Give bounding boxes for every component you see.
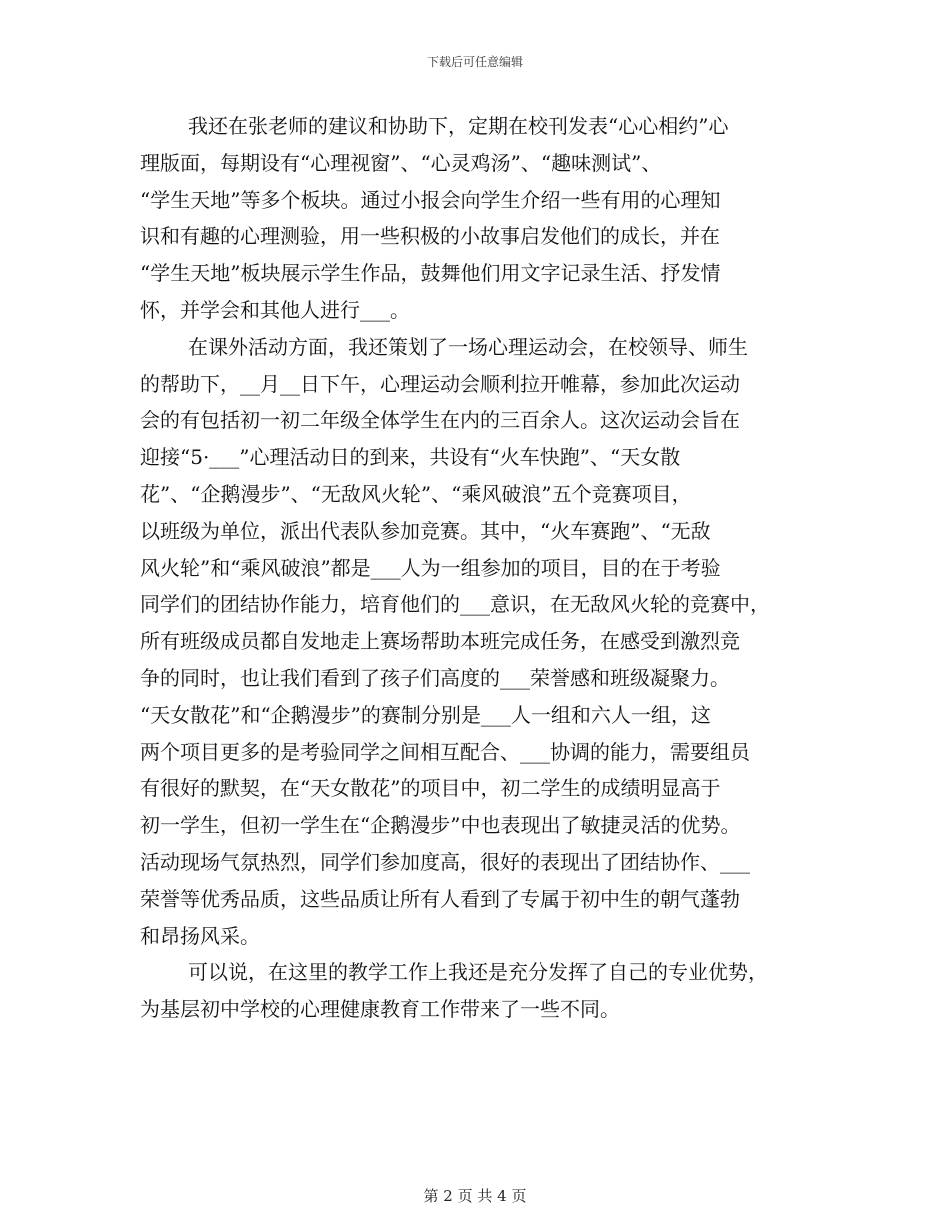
page-footer: 第 2 页 共 4 页	[423, 1187, 527, 1205]
text-line: 和昂扬风采。	[140, 923, 260, 948]
text-line: 同学们的团结协作能力，培育他们的___意识，在无敌风火轮的竞赛中，	[140, 592, 770, 617]
text-line: “学生天地”等多个板块。通过小报会向学生介绍一些有用的心理知	[140, 187, 721, 212]
paragraph-school-newspaper	[140, 108, 820, 329]
text-line: 怀，并学会和其他人进行___。	[140, 297, 410, 322]
text-line: “学生天地”板块展示学生作品，鼓舞他们用文字记录生活、抒发情	[140, 261, 721, 286]
text-line: 所有班级成员都自发地走上赛场帮助本班完成任务，在感受到激烈竞	[140, 629, 740, 654]
document-body	[140, 108, 820, 1028]
paragraph-sports-meeting	[140, 329, 820, 955]
text-line: 以班级为单位，派出代表队参加竞赛。其中，“火车赛跑”、“无敌	[140, 518, 711, 543]
text-line: 在课外活动方面，我还策划了一场心理运动会，在校领导、师生	[188, 334, 748, 359]
text-line: 活动现场气氛热烈，同学们参加度高，很好的表现出了团结协作、___	[140, 849, 750, 874]
page-header: 下载后可任意编辑	[426, 55, 523, 69]
text-line: 会的有包括初一初二年级全体学生在内的三百余人。这次运动会旨在	[140, 408, 740, 433]
paragraph-conclusion	[140, 954, 820, 1028]
text-line: 两个项目更多的是考验同学之间相互配合、___协调的能力，需要组员	[140, 739, 750, 764]
text-line: 有很好的默契，在“天女散花”的项目中，初二学生的成绩明显高于	[140, 776, 721, 801]
text-line: 我还在张老师的建议和协助下，定期在校刊发表“心心相约”心	[188, 114, 729, 138]
text-line: 的帮助下，__月__日下午，心理运动会顺利拉开帷幕，参加此次运动	[140, 371, 740, 396]
text-line: 识和有趣的心理测验，用一些积极的小故事启发他们的成长，并在	[140, 224, 720, 249]
text-line: 荣誉等优秀品质，这些品质让所有人看到了专属于初中生的朝气蓬勃	[140, 886, 740, 911]
text-line: “天女散花”和“企鹅漫步”的赛制分别是___人一组和六人一组，这	[140, 702, 711, 727]
text-line: 风火轮”和“乘风破浪”都是___人为一组参加的项目，目的在于考验	[140, 555, 721, 580]
text-line: 花”、“企鹅漫步”、“无敌风火轮”、“乘风破浪”五个竞赛项目，	[140, 481, 692, 506]
text-line: 为基层初中学校的心理健康教育工作带来了一些不同。	[140, 997, 620, 1022]
text-line: 迎接“5·___”心理活动日的到来，共设有“火车快跑”、“天女散	[140, 445, 681, 470]
text-line: 可以说，在这里的教学工作上我还是充分发挥了自己的专业优势，	[188, 960, 768, 985]
text-line: 理版面，每期设有“心理视窗”、“心灵鸡汤”、“趣味测试”、	[140, 150, 662, 175]
text-line: 争的同时，也让我们看到了孩子们高度的___荣誉感和班级凝聚力。	[140, 665, 730, 690]
text-line: 初一学生，但初一学生在“企鹅漫步”中也表现出了敏捷灵活的优势。	[140, 813, 741, 838]
